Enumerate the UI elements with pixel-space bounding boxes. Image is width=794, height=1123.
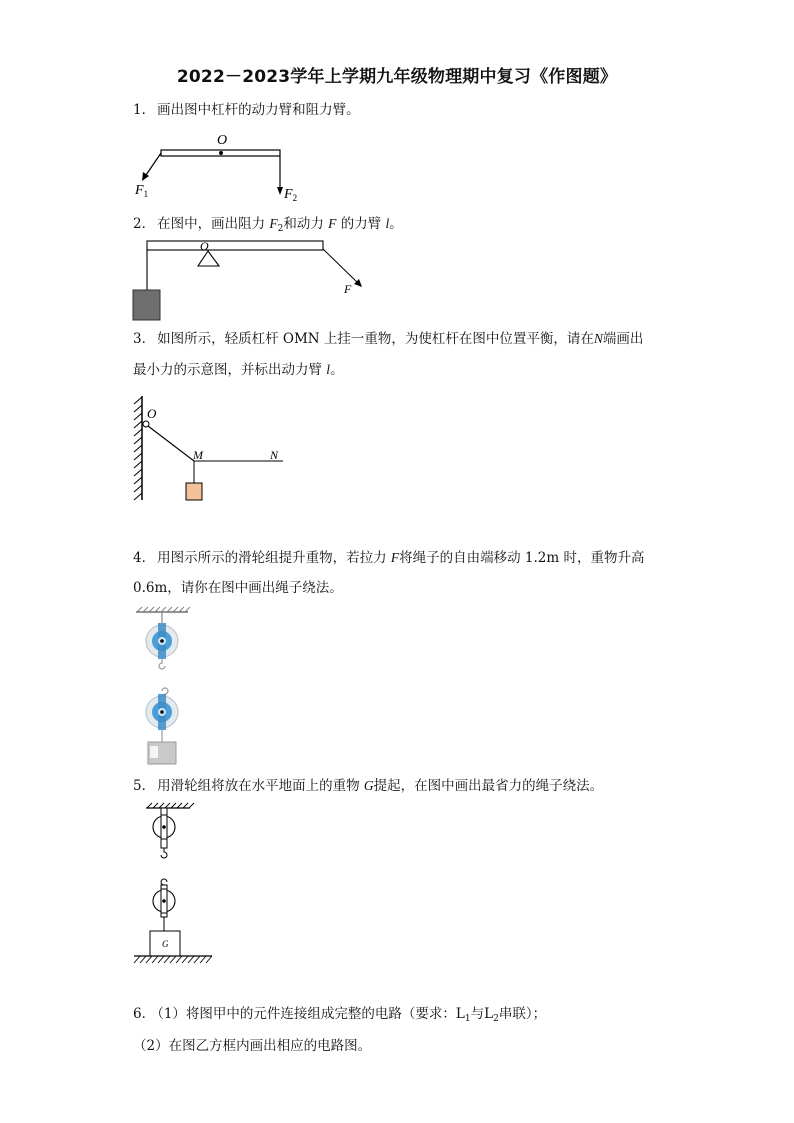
question-4-line-2 (133, 578, 343, 598)
movable-pulley (146, 688, 178, 742)
question-text: （1）将图甲中的元件连接组成完整的电路（要求：L (157, 1006, 465, 1022)
force-f2-arrowhead (277, 187, 283, 195)
fulcrum-triangle (198, 251, 219, 266)
question-number: 5． (133, 778, 156, 794)
question-5 (133, 776, 603, 796)
force-f1-label: $F_1$ (135, 183, 149, 199)
question-4 (133, 548, 645, 568)
question-text: 。 (330, 362, 344, 378)
question-text: （2）在图乙方框内画出相应的电路图。 (133, 1038, 372, 1054)
pivot-point (219, 151, 223, 155)
question-text: 的力臂 (336, 216, 386, 232)
question-3-line-2 (133, 360, 344, 380)
pivot-label: O (217, 133, 228, 148)
symbol-g: G (363, 778, 374, 793)
ceiling-hatching (137, 607, 190, 612)
point-m-label: M (193, 448, 203, 462)
question-number: 3． (133, 331, 156, 347)
symbol-n: N (593, 331, 603, 346)
load-weight (148, 742, 176, 764)
symbol-f2: F (269, 216, 278, 231)
force-f1-arrowhead (142, 172, 149, 181)
lever-bar (147, 241, 323, 250)
question-text: 提起，在图中画出最省力的绳子绕法。 (373, 778, 604, 794)
page-title: 2022－2023学年上学期九年级物理期中复习《作图题》 (176, 67, 618, 87)
subscript-2: 2 (493, 1014, 499, 1024)
point-n-label: N (270, 448, 279, 462)
force-f1-arrow (144, 153, 161, 178)
figure-2-lever (130, 238, 370, 324)
question-text: 在图中，画出阻力 (157, 216, 270, 232)
force-f-label: F (344, 282, 352, 296)
question-6 (133, 1004, 546, 1029)
question-number: 6． (133, 1006, 156, 1022)
figure-3-lever (130, 392, 290, 504)
wall-hatching (134, 397, 142, 500)
subscript-1: 1 (464, 1014, 471, 1024)
question-text: 端画出 (602, 331, 644, 347)
lever-om (148, 426, 194, 461)
movable-pulley (153, 879, 175, 931)
force-f2-label: $F_2$ (284, 187, 298, 203)
weight-block (133, 290, 160, 320)
symbol-l: l (385, 216, 390, 231)
question-text: 用滑轮组将放在水平地面上的重物 (157, 778, 364, 794)
symbol-f: F (328, 216, 337, 231)
question-text: 用图示所示的滑轮组提升重物，若拉力 (157, 550, 391, 566)
figure-1-lever (130, 128, 300, 204)
question-text: 将绳子的自由端移动 1.2m 时，重物升高 (399, 550, 645, 566)
question-text: 最小力的示意图，并标出动力臂 (133, 362, 327, 378)
figure-5-pulley-system (130, 800, 220, 968)
symbol-l: l (326, 362, 331, 377)
question-text: 与L (470, 1006, 494, 1022)
force-f-arrow (323, 249, 359, 284)
question-3 (133, 329, 643, 349)
question-text: 0.6m，请你在图中画出绳子绕法。 (133, 580, 343, 596)
question-6-line-2 (133, 1036, 371, 1056)
weight-label: G (162, 939, 169, 949)
fixed-pulley (146, 612, 178, 669)
figure-4-pulley-system (130, 604, 200, 766)
symbol-f2-subscript: 2 (277, 224, 284, 234)
question-text: 如图所示，轻质杠杆 OMN 上挂一重物，为使杠杆在图中位置平衡，请在 (157, 331, 594, 347)
symbol-f: F (390, 550, 400, 565)
question-text: 串联）； (498, 1006, 547, 1022)
pivot-label: O (200, 239, 209, 253)
question-2 (133, 214, 403, 239)
pivot-label: O (147, 406, 157, 421)
fixed-pulley (153, 808, 175, 858)
question-1 (133, 100, 360, 120)
load-block (186, 483, 202, 500)
question-number: 2． (133, 216, 156, 232)
ceiling-hatching (147, 803, 194, 808)
question-text: 画出图中杠杆的动力臂和阻力臂。 (157, 102, 360, 118)
ground-hatching (134, 956, 212, 963)
question-text: 和动力 (283, 216, 329, 232)
question-text: 。 (389, 216, 403, 232)
question-number: 1． (133, 102, 156, 118)
question-number: 4． (133, 550, 156, 566)
